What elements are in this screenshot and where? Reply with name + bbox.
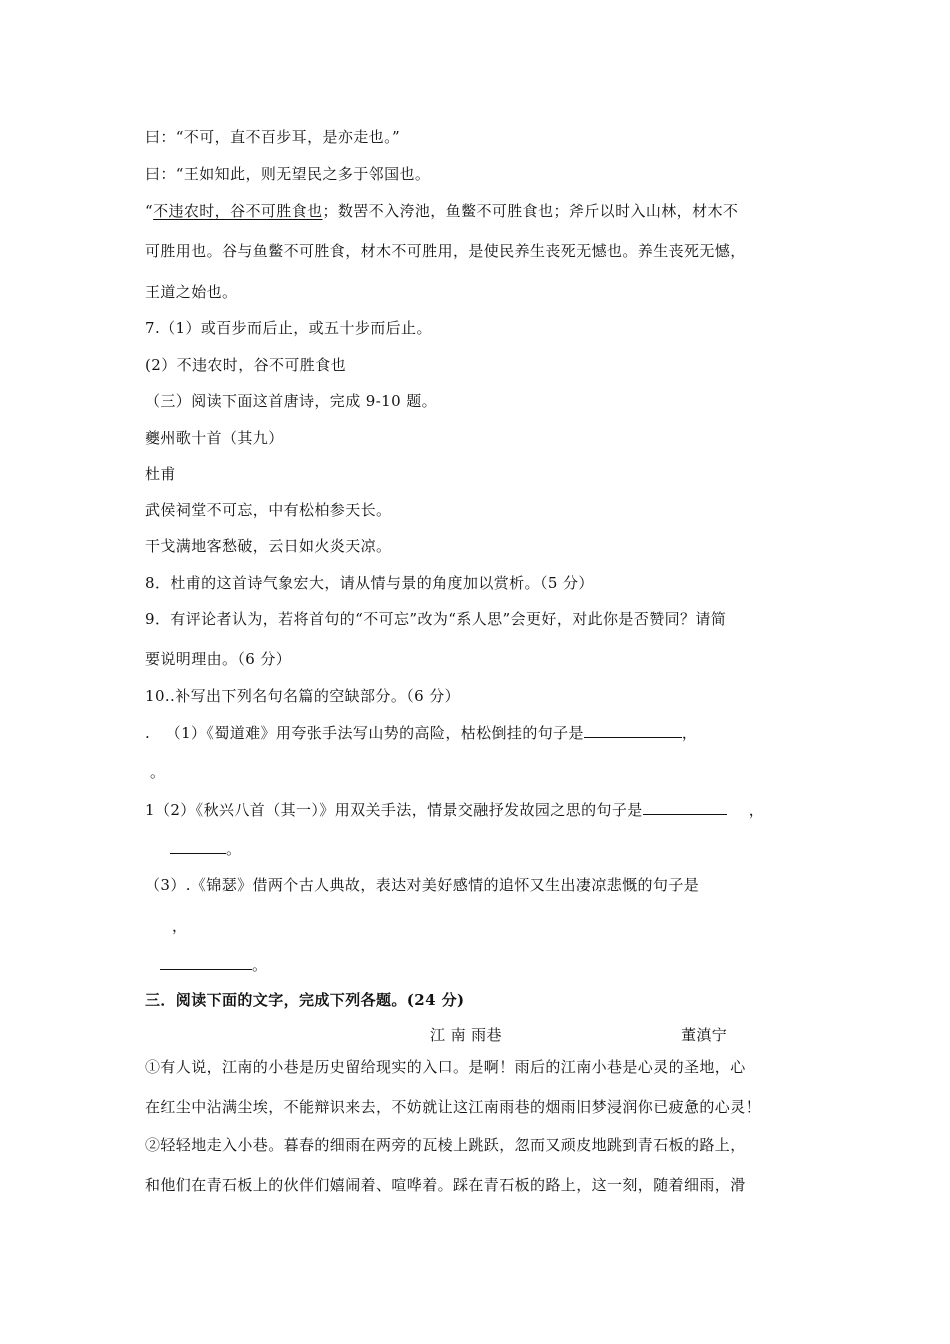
- text-line: 王道之始也。: [145, 283, 238, 301]
- section-heading: （三）阅读下面这首唐诗，完成 9-10 题。: [145, 392, 438, 410]
- fill-in-line: [170, 838, 241, 859]
- paragraph-line: ②轻轻地走入小巷。暮春的细雨在两旁的瓦棱上跳跃，忽而又顽皮地跳到青石板的路上，: [145, 1136, 746, 1154]
- text-fragment: “: [145, 202, 154, 220]
- fill-in-line: [160, 954, 267, 975]
- prompt-text: 1（2）《秋兴八首（其一）》用双关手法，情景交融抒发故园之思的句子是: [145, 801, 643, 819]
- fill-in-line: [145, 722, 697, 743]
- answer-blank[interactable]: [643, 799, 727, 815]
- text-line: 曰：“王如知此，则无望民之多于邻国也。: [145, 165, 431, 183]
- answer-blank[interactable]: [170, 838, 226, 854]
- answer-line: (2）不违农时，谷不可胜食也: [145, 356, 346, 374]
- text-line: 可胜用也。谷与鱼鳖不可胜食，材木不可胜用，是使民养生丧死无憾也。养生丧死无憾，: [145, 242, 746, 260]
- punctuation: 。: [226, 840, 242, 858]
- punctuation: ，: [748, 801, 765, 819]
- answer-line: 7.（1）或百步而后止，或五十步而后止。: [145, 319, 432, 337]
- underlined-phrase: 不违农时，谷不可胜食也: [153, 202, 323, 220]
- question-line: 要说明理由。（6 分）: [145, 650, 292, 668]
- question-line: 9．有评论者认为，若将首句的“不可忘”改为“系人思”会更好，对此你是否赞同？请简: [145, 610, 727, 628]
- answer-blank[interactable]: [584, 722, 682, 738]
- poem-author: 杜甫: [145, 465, 176, 483]
- question-line: 8．杜甫的这首诗气象宏大，请从情与景的角度加以赏析。（5 分）: [145, 574, 594, 592]
- article-author: 董滇宁: [681, 1026, 728, 1044]
- fill-in-line: [145, 799, 764, 820]
- fill-in-line: 。: [150, 763, 166, 781]
- punctuation: 。: [252, 956, 268, 974]
- answer-blank[interactable]: [160, 954, 252, 970]
- fill-in-line: ，: [172, 917, 188, 935]
- text-fragment: ；数罟不入洿池，鱼鳖不可胜食也；斧斤以时入山林，材木不: [322, 202, 739, 220]
- text-line: [145, 201, 738, 221]
- fill-in-line: （3）.《锦瑟》借两个古人典故，表达对美好感情的追怀又生出凄凉悲慨的句子是: [145, 876, 700, 894]
- question-line: 10..补写出下列名句名篇的空缺部分。（6 分）: [145, 687, 461, 705]
- poem-line: 干戈满地客愁破，云日如火炎天凉。: [145, 537, 392, 555]
- prompt-text: . （1）《蜀道难》用夸张手法写山势的高险，枯松倒挂的句子是: [145, 724, 584, 742]
- poem-title: 夔州歌十首（其九）: [145, 429, 284, 447]
- text-line: 曰：“不可，直不百步耳，是亦走也。”: [145, 128, 401, 146]
- poem-line: 武侯祠堂不可忘，中有松柏参天长。: [145, 501, 392, 519]
- paragraph-line: ①有人说，江南的小巷是历史留给现实的入口。是啊！雨后的江南小巷是心灵的圣地，心: [145, 1058, 746, 1076]
- paragraph-line: 和他们在青石板上的伙伴们嬉闹着、喧哗着。踩在青石板的路上，这一刻，随着细雨，滑: [145, 1176, 746, 1194]
- section-heading: 三．阅读下面的文字，完成下列各题。(24 分): [145, 991, 465, 1009]
- article-title: 江 南 雨巷: [430, 1026, 502, 1044]
- paragraph-line: 在红尘中沾满尘埃，不能辩识来去，不妨就让这江南雨巷的烟雨旧梦浸润你已疲惫的心灵！: [145, 1098, 762, 1116]
- punctuation: ，: [681, 724, 698, 742]
